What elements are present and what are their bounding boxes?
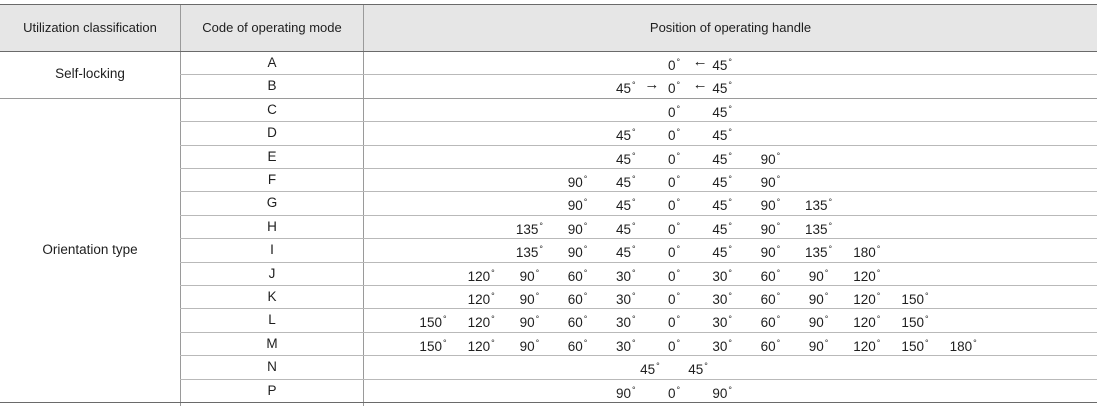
- angle-value: 120: [853, 268, 876, 284]
- handle-position-value: [616, 145, 636, 168]
- handle-position-value: [761, 191, 781, 214]
- degree-symbol: °: [876, 267, 881, 278]
- handle-position-value: [668, 191, 680, 214]
- handle-position-value: [901, 332, 928, 355]
- angle-value: 150: [901, 338, 924, 354]
- angle-value: 45: [640, 362, 656, 378]
- degree-symbol: °: [973, 337, 977, 348]
- degree-symbol: °: [728, 174, 733, 184]
- angle-value: 45: [615, 198, 632, 214]
- angle-value: 0: [667, 221, 676, 237]
- angle-value: 45: [712, 58, 728, 73]
- degree-symbol: °: [728, 197, 733, 208]
- angle-value: 150: [419, 315, 442, 331]
- degree-symbol: °: [776, 291, 781, 301]
- handle-position-value: [616, 332, 636, 355]
- degree-symbol: °: [676, 337, 681, 348]
- angle-value: 0: [667, 58, 676, 73]
- handle-position-value: [516, 215, 543, 238]
- handle-position-value: [419, 308, 446, 331]
- angle-value: 45: [712, 245, 728, 261]
- angle-value: 45: [712, 221, 728, 237]
- angle-value: 30: [615, 292, 632, 307]
- degree-symbol: °: [583, 244, 588, 255]
- degree-symbol: °: [583, 314, 588, 325]
- degree-symbol: °: [632, 384, 636, 395]
- handle-position-value: [712, 285, 732, 308]
- angle-value: 0: [667, 198, 676, 214]
- degree-symbol: °: [676, 314, 681, 325]
- handle-position-value: [516, 238, 543, 261]
- angle-value: 135: [805, 221, 828, 237]
- operating-mode-code: N: [267, 359, 277, 375]
- angle-value: 60: [567, 292, 583, 307]
- operating-mode-code: D: [267, 125, 277, 141]
- handle-position-value: [668, 285, 680, 308]
- degree-symbol: °: [676, 384, 681, 395]
- handle-position-value: [761, 238, 781, 261]
- angle-value: 60: [760, 315, 776, 331]
- angle-value: 60: [567, 338, 583, 354]
- handle-position-value: [668, 121, 680, 144]
- angle-value: 45: [712, 104, 728, 120]
- angle-value: 90: [760, 245, 776, 261]
- degree-symbol: °: [728, 127, 733, 138]
- degree-symbol: °: [632, 291, 636, 301]
- handle-position-value: [616, 74, 636, 97]
- degree-symbol: °: [824, 291, 829, 301]
- handle-position-value: [616, 191, 636, 214]
- handle-position-value: [568, 238, 588, 261]
- handle-position-value: [761, 145, 781, 168]
- operating-mode-code: E: [267, 148, 277, 164]
- degree-symbol: °: [676, 197, 681, 208]
- degree-symbol: °: [676, 220, 681, 231]
- handle-position-value: [568, 262, 588, 285]
- handle-position-value: [853, 238, 880, 261]
- angle-value: 90: [567, 221, 583, 237]
- angle-value: 90: [808, 338, 824, 354]
- degree-symbol: °: [728, 57, 733, 67]
- handle-position-value: [468, 332, 495, 355]
- handle-position-value: [568, 191, 588, 214]
- handle-position-value: [668, 145, 680, 168]
- handle-position-value: [568, 285, 588, 308]
- angle-value: 90: [808, 268, 824, 284]
- degree-symbol: °: [824, 314, 829, 325]
- handle-position-value: [616, 262, 636, 285]
- degree-symbol: °: [824, 267, 829, 278]
- degree-symbol: °: [442, 337, 447, 348]
- degree-symbol: °: [491, 291, 495, 301]
- degree-symbol: °: [776, 150, 781, 161]
- angle-value: 0: [667, 104, 676, 120]
- degree-symbol: °: [583, 291, 588, 301]
- operating-mode-code: F: [267, 172, 277, 187]
- degree-symbol: °: [535, 291, 540, 301]
- handle-position-value: [712, 74, 732, 97]
- operating-mode-code: I: [270, 242, 274, 258]
- angle-value: 120: [853, 338, 876, 354]
- operating-mode-code: P: [267, 382, 277, 398]
- handle-position-value: [901, 308, 928, 331]
- degree-symbol: °: [676, 267, 681, 278]
- group-label: Orientation type: [42, 241, 138, 257]
- angle-value: 60: [760, 292, 776, 307]
- degree-symbol: °: [776, 174, 781, 184]
- handle-position-value: [668, 262, 680, 285]
- handle-position-value: [853, 285, 880, 308]
- angle-value: 135: [805, 198, 828, 214]
- angle-value: 90: [519, 268, 535, 284]
- angle-value: 45: [615, 245, 632, 261]
- handle-position-value: [809, 308, 829, 331]
- handle-position-value: [419, 332, 446, 355]
- handle-position-value: [668, 332, 680, 355]
- angle-value: 30: [712, 338, 728, 354]
- handle-position-value: [761, 262, 781, 285]
- angle-value: 45: [712, 128, 728, 144]
- angle-value: 45: [712, 151, 728, 167]
- operating-mode-code: L: [268, 312, 276, 328]
- handle-position-value: [805, 238, 832, 261]
- angle-value: 60: [567, 315, 583, 331]
- angle-value: 90: [760, 221, 776, 237]
- handle-position-value: [761, 215, 781, 238]
- handle-position-value: [712, 332, 732, 355]
- angle-value: 0: [667, 292, 676, 307]
- table-rule: [0, 402, 1097, 403]
- degree-symbol: °: [728, 314, 733, 325]
- angle-value: 0: [667, 175, 676, 190]
- angle-value: 90: [760, 151, 776, 167]
- angle-value: 45: [712, 198, 728, 214]
- angle-value: 90: [519, 292, 535, 307]
- arrow-left-icon: ←: [692, 76, 708, 94]
- degree-symbol: °: [728, 244, 733, 255]
- angle-value: 60: [760, 338, 776, 354]
- degree-symbol: °: [776, 197, 781, 208]
- handle-position-value: [712, 98, 732, 121]
- degree-symbol: °: [656, 361, 660, 372]
- handle-position-value: [616, 238, 636, 261]
- degree-symbol: °: [583, 220, 588, 231]
- angle-value: 30: [615, 338, 632, 354]
- angle-value: 0: [667, 151, 676, 167]
- handle-position-value: [520, 262, 540, 285]
- degree-symbol: °: [632, 150, 636, 161]
- handle-position-value: [712, 308, 732, 331]
- angle-value: 30: [615, 268, 632, 284]
- handle-position-value: [853, 332, 880, 355]
- degree-symbol: °: [535, 267, 540, 278]
- handle-position-value: [853, 308, 880, 331]
- degree-symbol: °: [676, 127, 681, 138]
- handle-position-value: [568, 168, 588, 191]
- degree-symbol: °: [676, 103, 681, 114]
- operating-mode-table: [0, 4, 1097, 406]
- angle-value: 120: [853, 292, 876, 307]
- handle-position-value: [468, 308, 495, 331]
- handle-position-value: [761, 168, 781, 191]
- degree-symbol: °: [924, 337, 929, 348]
- angle-value: 45: [712, 175, 728, 190]
- group-label: Self-locking: [55, 66, 125, 81]
- angle-value: 30: [615, 315, 632, 331]
- handle-position-value: [520, 308, 540, 331]
- degree-symbol: °: [728, 337, 733, 348]
- column-divider: [363, 4, 364, 406]
- arrow-right-icon: →: [644, 76, 660, 94]
- angle-value: 90: [567, 198, 583, 214]
- degree-symbol: °: [632, 197, 636, 208]
- operating-mode-code: M: [266, 335, 278, 351]
- degree-symbol: °: [728, 384, 733, 395]
- angle-value: 0: [667, 385, 676, 401]
- angle-value: 0: [667, 81, 676, 97]
- angle-value: 90: [808, 292, 824, 307]
- angle-value: 0: [667, 245, 676, 261]
- handle-position-value: [712, 379, 732, 402]
- angle-value: 30: [712, 292, 728, 307]
- degree-symbol: °: [632, 337, 636, 348]
- handle-position-value: [468, 262, 495, 285]
- handle-position-value: [668, 238, 680, 261]
- degree-symbol: °: [824, 337, 829, 348]
- degree-symbol: °: [924, 314, 929, 325]
- degree-symbol: °: [632, 127, 636, 138]
- degree-symbol: °: [676, 291, 681, 301]
- handle-position-value: [668, 98, 680, 121]
- angle-value: 0: [667, 315, 676, 331]
- degree-symbol: °: [632, 267, 636, 278]
- angle-value: 90: [567, 245, 583, 261]
- degree-symbol: °: [704, 361, 708, 372]
- degree-symbol: °: [776, 337, 781, 348]
- degree-symbol: °: [491, 337, 495, 348]
- handle-position-value: [809, 332, 829, 355]
- angle-value: 60: [567, 268, 583, 284]
- operating-mode-code: K: [267, 289, 277, 304]
- handle-position-value: [616, 285, 636, 308]
- arrow-left-icon: ←: [692, 53, 708, 70]
- handle-position-value: [616, 379, 636, 402]
- degree-symbol: °: [676, 80, 681, 91]
- degree-symbol: °: [632, 314, 636, 325]
- header-code-of-operating-mode: Code of operating mode: [202, 20, 342, 35]
- angle-value: 120: [467, 315, 491, 331]
- handle-position-value: [468, 285, 495, 308]
- angle-value: 180: [853, 245, 876, 261]
- handle-position-value: [568, 215, 588, 238]
- angle-value: 180: [949, 338, 973, 354]
- degree-symbol: °: [876, 291, 881, 301]
- degree-symbol: °: [632, 174, 636, 184]
- angle-value: 90: [808, 315, 824, 331]
- handle-position-value: [853, 262, 880, 285]
- degree-symbol: °: [535, 337, 540, 348]
- handle-position-value: [616, 308, 636, 331]
- angle-value: 45: [615, 175, 632, 190]
- degree-symbol: °: [539, 244, 543, 255]
- handle-position-value: [712, 51, 732, 74]
- degree-symbol: °: [728, 150, 733, 161]
- degree-symbol: °: [776, 244, 781, 255]
- handle-position-value: [809, 262, 829, 285]
- table-rule: [0, 4, 1097, 5]
- handle-position-value: [668, 74, 680, 97]
- degree-symbol: °: [535, 314, 540, 325]
- degree-symbol: °: [491, 314, 495, 325]
- angle-value: 90: [519, 315, 535, 331]
- handle-position-value: [668, 379, 680, 402]
- degree-symbol: °: [491, 267, 495, 278]
- handle-position-value: [688, 355, 708, 378]
- handle-position-value: [616, 215, 636, 238]
- angle-value: 120: [467, 292, 491, 307]
- angle-value: 45: [615, 128, 632, 144]
- handle-position-value: [712, 215, 732, 238]
- handle-position-value: [668, 51, 680, 74]
- operating-mode-code: H: [267, 218, 277, 234]
- handle-position-value: [616, 168, 636, 191]
- angle-value: 120: [467, 268, 491, 284]
- degree-symbol: °: [876, 244, 881, 255]
- degree-symbol: °: [876, 337, 881, 348]
- degree-symbol: °: [728, 220, 733, 231]
- degree-symbol: °: [876, 314, 881, 325]
- handle-position-value: [712, 145, 732, 168]
- handle-position-value: [568, 332, 588, 355]
- handle-position-value: [809, 285, 829, 308]
- degree-symbol: °: [583, 197, 588, 208]
- degree-symbol: °: [632, 80, 636, 91]
- handle-position-value: [712, 168, 732, 191]
- handle-position-value: [616, 121, 636, 144]
- header-position-of-operating-handle: Position of operating handle: [649, 20, 812, 35]
- degree-symbol: °: [924, 291, 929, 301]
- angle-value: 90: [615, 385, 632, 401]
- angle-value: 135: [805, 245, 828, 261]
- angle-value: 90: [760, 198, 776, 214]
- handle-position-value: [901, 285, 928, 308]
- operating-mode-code: A: [267, 55, 277, 70]
- degree-symbol: °: [728, 267, 733, 278]
- degree-symbol: °: [583, 267, 588, 278]
- degree-symbol: °: [828, 220, 833, 231]
- handle-position-value: [950, 332, 977, 355]
- operating-mode-code: J: [268, 265, 276, 281]
- angle-value: 0: [667, 338, 676, 354]
- handle-position-value: [805, 191, 832, 214]
- angle-value: 120: [467, 338, 491, 354]
- handle-position-value: [668, 308, 680, 331]
- handle-position-value: [805, 215, 832, 238]
- degree-symbol: °: [828, 244, 833, 255]
- handle-position-value: [761, 308, 781, 331]
- handle-position-value: [712, 262, 732, 285]
- degree-symbol: °: [828, 197, 833, 208]
- handle-position-value: [712, 121, 732, 144]
- handle-position-value: [668, 168, 680, 191]
- degree-symbol: °: [776, 267, 781, 278]
- handle-position-value: [668, 215, 680, 238]
- degree-symbol: °: [583, 174, 588, 184]
- degree-symbol: °: [539, 220, 543, 231]
- degree-symbol: °: [632, 220, 636, 231]
- angle-value: 90: [567, 175, 583, 190]
- operating-mode-code: B: [267, 78, 277, 94]
- degree-symbol: °: [728, 103, 733, 114]
- angle-value: 30: [712, 268, 728, 284]
- angle-value: 150: [901, 292, 924, 307]
- degree-symbol: °: [676, 244, 681, 255]
- angle-value: 135: [515, 245, 539, 261]
- degree-symbol: °: [676, 150, 681, 161]
- handle-position-value: [761, 332, 781, 355]
- angle-value: 60: [760, 268, 776, 284]
- degree-symbol: °: [728, 80, 733, 91]
- angle-value: 90: [760, 175, 776, 190]
- handle-position-value: [712, 191, 732, 214]
- degree-symbol: °: [776, 220, 781, 231]
- operating-mode-code: C: [267, 101, 277, 117]
- header-utilization-classification: Utilization classification: [23, 20, 157, 35]
- operating-mode-code: G: [266, 195, 278, 211]
- angle-value: 150: [901, 315, 924, 331]
- angle-value: 0: [667, 268, 676, 284]
- angle-value: 45: [615, 81, 632, 97]
- angle-value: 150: [419, 338, 442, 354]
- angle-value: 45: [688, 362, 704, 378]
- degree-symbol: °: [728, 291, 733, 301]
- angle-value: 45: [712, 81, 728, 97]
- degree-symbol: °: [676, 57, 681, 67]
- handle-position-value: [568, 308, 588, 331]
- degree-symbol: °: [676, 174, 681, 184]
- degree-symbol: °: [583, 337, 588, 348]
- handle-position-value: [712, 238, 732, 261]
- angle-value: 30: [712, 315, 728, 331]
- handle-position-value: [520, 332, 540, 355]
- angle-value: 45: [615, 221, 632, 237]
- handle-position-value: [640, 355, 660, 378]
- angle-value: 90: [712, 385, 728, 401]
- angle-value: 90: [519, 338, 535, 354]
- angle-value: 0: [667, 128, 676, 144]
- degree-symbol: °: [442, 314, 447, 325]
- angle-value: 135: [515, 221, 539, 237]
- angle-value: 45: [615, 151, 632, 167]
- degree-symbol: °: [776, 314, 781, 325]
- angle-value: 120: [853, 315, 876, 331]
- degree-symbol: °: [632, 244, 636, 255]
- handle-position-value: [761, 285, 781, 308]
- handle-position-value: [520, 285, 540, 308]
